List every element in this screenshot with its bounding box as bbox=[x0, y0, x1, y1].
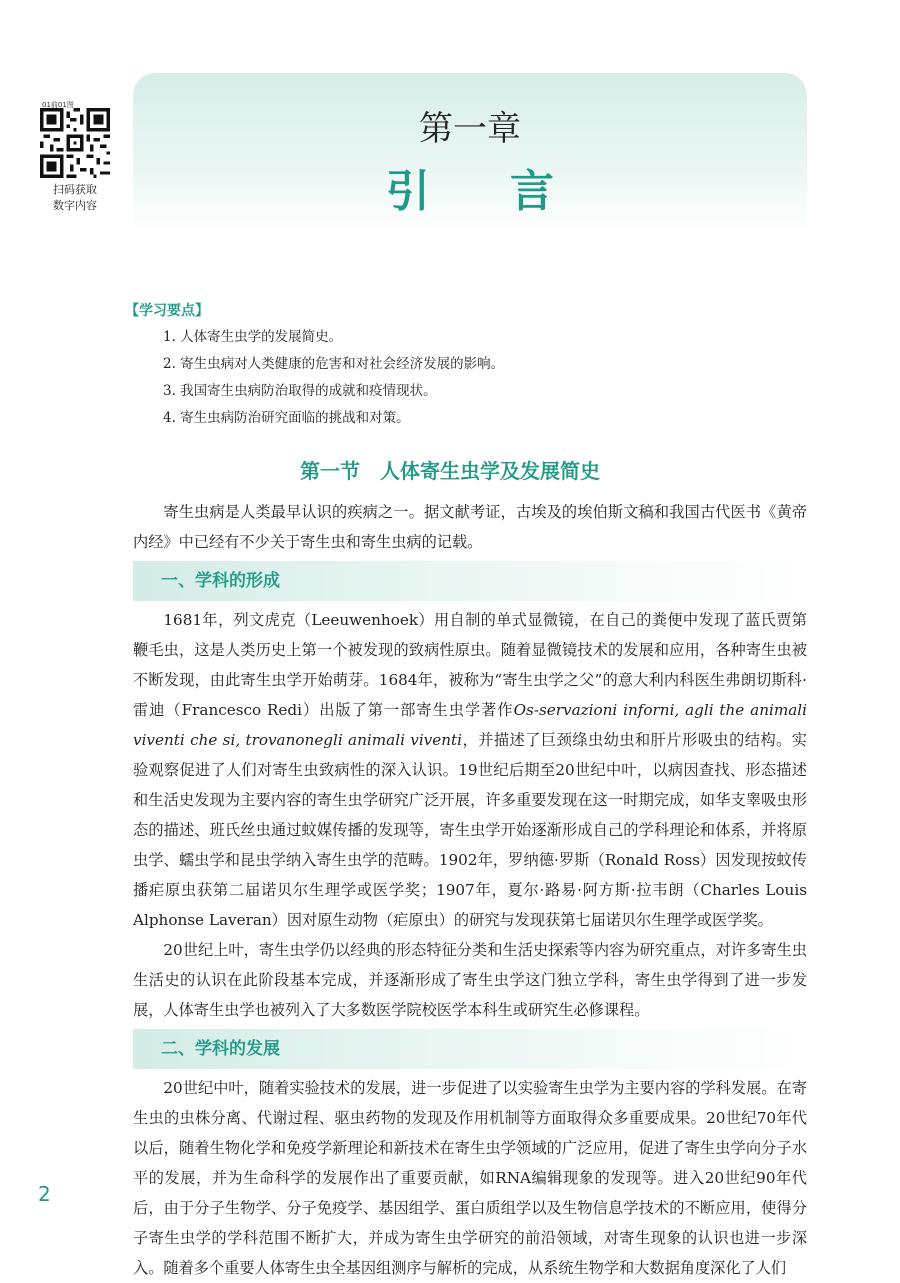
formation-text-part1: 1681年，列文虎克（Leeuwenhoek）用自制的单式显微镜，在自己的粪便中发现了蓝氏贾第鞭毛虫，这是人类历史上第一个被发现的致病性原虫。随着显微镜技术的发展和应用，各种寄生虫被不断发现，由此寄生虫学开始萌芽。1684年，被称为“寄生虫学之父”的意大利内科医生弗朗切斯科·雷迪（Francesco Redi）出版了第一部寄生虫学著作 bbox=[133, 611, 807, 719]
formation-text-part2: ，并描述了巨颈绦虫幼虫和肝片形吸虫的结构。实验观察促进了人们对寄生虫致病性的深入认识。19世纪后期至20世纪中叶，以病因查找、形态描述和生活史发现为主要内容的寄生虫学研究广泛开展，许多重要发现在这一时期完成，如华支睾吸虫形态的描述、班氏丝虫通过蚊媒传播的发现等，寄生虫学开始逐渐形成自己的学科理论和体系，并将原虫学、蠕虫学和昆虫学纳入寄生虫学的范畴。1902年，罗纳德·罗斯（Ronald Ross）因发现按蚊传播疟原虫获第二届诺贝尔生理学或医学奖；1907年，夏尔·路易·阿方斯·拉韦朗（Charles Louis Alphonse Laveran）因对原生动物（疟原虫）的研究与发现获第七届诺贝尔生理学或医学奖。 bbox=[133, 731, 807, 929]
qr-code-label: 01前01图 bbox=[42, 101, 74, 109]
subsection-heading-formation: 一、学科的形成 bbox=[133, 561, 807, 601]
formation-paragraph-2: 20世纪上叶，寄生虫学仍以经典的形态特征分类和生活史探索等内容为研究重点，对许多寄生虫生活史的认识在此阶段基本完成，并逐渐形成了寄生虫学这门独立学科，寄生虫学得到了进一步发展，人体寄生虫学也被列入了大多数医学院校医学本科生或研究生必修课程。 bbox=[133, 941, 807, 1019]
development-paragraph-1: 20世纪中叶，随着实验技术的发展，进一步促进了以实验寄生虫学为主要内容的学科发展。在寄生虫的虫株分离、代谢过程、驱虫药物的发现及作用机制等方面取得众多重要成果。20世纪70年代以后，随着生物化学和免疫学新理论和新技术在寄生虫学领域的广泛应用，促进了寄生虫学向分子水平的发展，并为生命科学的发展作出了重要贡献，如RNA编辑现象的发现等。进入20世纪90年代后，由于分子生物学、分子免疫学、基因组学、蛋白质组学以及生物信息学技术的不断应用，使得分子寄生虫学的学科范围不断扩大，并成为寄生虫学研究的前沿领域，对寄生现象的认识也进一步深入。随着多个重要人体寄生虫全基因组测序与解析的完成，从系统生物学和大数据角度深化了人们 bbox=[133, 1079, 807, 1277]
subsection-heading-development: 二、学科的发展 bbox=[133, 1029, 807, 1069]
intro-paragraph: 寄生虫病是人类最早认识的疾病之一。据文献考证，古埃及的埃伯斯文稿和我国古代医书《黄帝内经》中已经有不少关于寄生虫和寄生虫病的记载。 bbox=[133, 503, 807, 551]
key-point-item: 1. 人体寄生虫学的发展简史。 bbox=[163, 329, 343, 345]
qr-caption-line2: 数字内容 bbox=[53, 199, 97, 212]
chapter-number: 第一章 bbox=[419, 109, 521, 149]
formation-paragraph-1 bbox=[133, 605, 807, 935]
qr-caption-line1: 扫码获取 bbox=[53, 183, 97, 196]
qr-code-icon[interactable] bbox=[40, 108, 110, 178]
chapter-banner bbox=[133, 73, 807, 235]
key-point-item: 2. 寄生虫病对人类健康的危害和对社会经济发展的影响。 bbox=[163, 356, 505, 372]
key-point-item: 4. 寄生虫病防治研究面临的挑战和对策。 bbox=[163, 410, 410, 426]
qr-code-block bbox=[36, 102, 114, 214]
key-point-item: 3. 我国寄生虫病防治取得的成就和疫情现状。 bbox=[163, 383, 437, 399]
chapter-title: 引言 bbox=[386, 166, 634, 217]
key-points bbox=[125, 300, 805, 432]
formation-latin-title: Os-servazioni inforni, agli the animali viventi che si, trovanonegli animali viventi bbox=[133, 701, 807, 749]
section-title: 第一节 人体寄生虫学及发展简史 bbox=[300, 459, 600, 483]
page-number: 2 bbox=[38, 1182, 51, 1206]
key-points-heading: 【学习要点】 bbox=[125, 303, 209, 319]
body-content bbox=[133, 497, 807, 1283]
